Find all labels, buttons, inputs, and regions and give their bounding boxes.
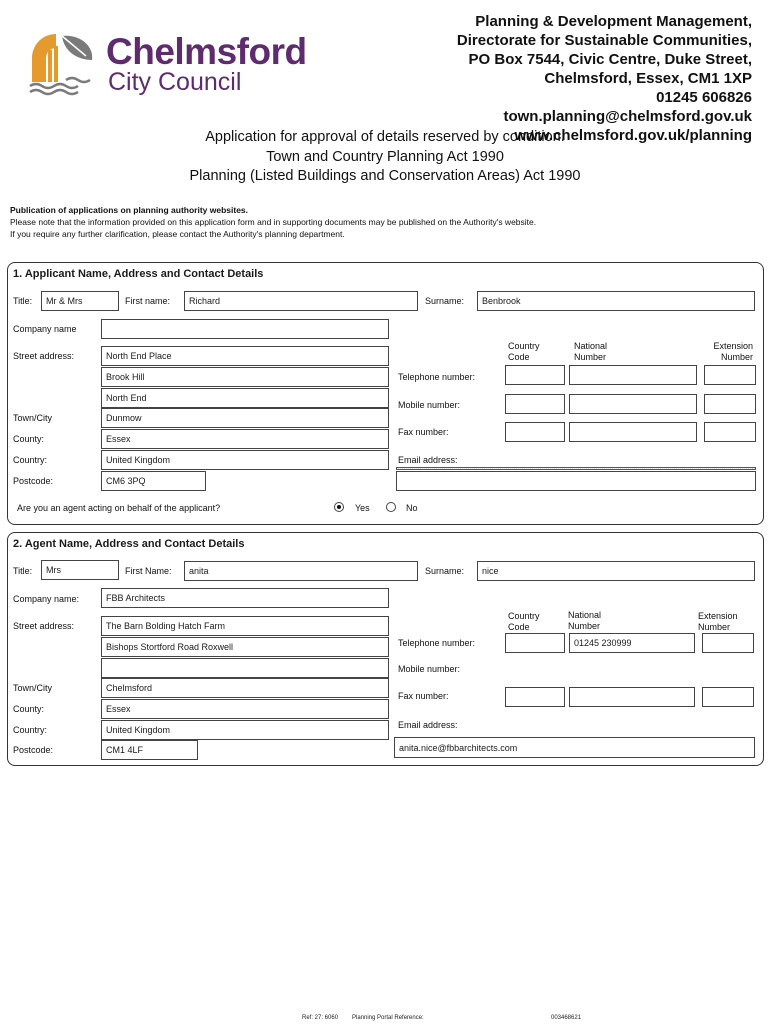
council-address — [457, 12, 752, 145]
agent-telephone-national-input[interactable]: 01245 230999 — [569, 633, 695, 653]
telephone-extension-input[interactable] — [704, 365, 756, 385]
label: Postcode: — [13, 476, 54, 486]
section-title: 2. Agent Name, Address and Contact Details — [13, 538, 245, 550]
label: Street address: — [13, 351, 75, 361]
label: Surname: — [425, 566, 465, 576]
agent-country-input[interactable]: United Kingdom — [101, 720, 389, 740]
address-line: Planning & Development Management, — [475, 13, 752, 30]
label: Street address: — [13, 621, 75, 631]
mobile-extension-input[interactable] — [704, 394, 756, 414]
email-input[interactable] — [396, 471, 756, 491]
yes-label: Yes — [355, 503, 370, 513]
street-line-3-input[interactable]: North End — [101, 388, 389, 408]
address-line: 01245 606826 — [656, 89, 752, 106]
agent-first-name-input[interactable]: anita — [184, 561, 418, 581]
label: Country: — [13, 455, 48, 465]
address-website: www.chelmsford.gov.uk/planning — [514, 127, 752, 144]
label: Mobile number: — [398, 400, 461, 410]
label: County: — [13, 434, 45, 444]
label: Fax number: — [398, 691, 449, 701]
label: Surname: — [425, 296, 465, 306]
telephone-national-input[interactable] — [569, 365, 697, 385]
label: Title: — [13, 296, 33, 306]
agent-street-line-2-input[interactable]: Bishops Stortford Road Roxwell — [101, 637, 389, 657]
label: Postcode: — [13, 745, 54, 755]
label: Telephone number: — [398, 638, 476, 648]
label: First Name: — [125, 566, 172, 576]
address-line: PO Box 7544, Civic Centre, Duke Street, — [468, 51, 752, 68]
agent-street-line-3-input[interactable] — [101, 658, 389, 678]
agent-street-line-1-input[interactable]: The Barn Bolding Hatch Farm — [101, 616, 389, 636]
mobile-national-input[interactable] — [569, 394, 697, 414]
fax-country-code-input[interactable] — [505, 422, 565, 442]
publication-heading: Publication of applications on planning authority websites. — [10, 205, 249, 215]
telephone-country-code-input[interactable] — [505, 365, 565, 385]
address-line: Chelmsford, Essex, CM1 1XP — [544, 70, 752, 87]
address-email: town.planning@chelmsford.gov.uk — [503, 108, 752, 125]
label: Title: — [13, 566, 33, 576]
first-name-input[interactable]: Richard — [184, 291, 418, 311]
mobile-country-code-input[interactable] — [505, 394, 565, 414]
street-line-2-input[interactable]: Brook Hill — [101, 367, 389, 387]
title-input[interactable]: Mr & Mrs — [41, 291, 119, 311]
agent-town-input[interactable]: Chelmsford — [101, 678, 389, 698]
label: Email address: — [398, 720, 458, 730]
agent-no-radio[interactable] — [386, 502, 396, 512]
label: Telephone number: — [398, 372, 476, 382]
agent-title-input[interactable]: Mrs — [41, 560, 119, 580]
publication-note: Please note that the information provided on this application form and in supporting documents may be published on the Authority's website. — [10, 217, 537, 227]
street-line-1-input[interactable]: North End Place — [101, 346, 389, 366]
postcode-input[interactable]: CM6 3PQ — [101, 471, 206, 491]
portal-reference-label: Planning Portal Reference: — [352, 1015, 424, 1021]
agent-company-input[interactable]: FBB Architects — [101, 588, 389, 608]
label: Town/City — [13, 413, 53, 423]
agent-surname-input[interactable]: nice — [477, 561, 755, 581]
logo — [26, 30, 316, 100]
national-number-header: National Number — [574, 341, 608, 362]
country-input[interactable]: United Kingdom — [101, 450, 389, 470]
agent-county-input[interactable]: Essex — [101, 699, 389, 719]
company-input[interactable] — [101, 319, 389, 339]
agent-telephone-country-code-input[interactable] — [505, 633, 565, 653]
label: Fax number: — [398, 427, 449, 437]
country-code-header: Country Code — [508, 611, 540, 632]
agent-fax-extension-input[interactable] — [702, 687, 754, 707]
section-title: 1. Applicant Name, Address and Contact Details — [13, 268, 264, 280]
agent-yes-radio[interactable] — [334, 502, 344, 512]
country-code-header: Country Code — [508, 341, 540, 362]
label: County: — [13, 704, 45, 714]
extension-header: Extension Number — [698, 611, 738, 632]
label: Country: — [13, 725, 48, 735]
label: Email address: — [398, 455, 458, 465]
logo-subtitle: City Council — [108, 68, 242, 96]
agent-postcode-input[interactable]: CM1 4LF — [101, 740, 198, 760]
portal-reference-value: 003468621 — [551, 1015, 582, 1021]
extension-header: Extension Number — [713, 341, 753, 362]
label: First name: — [125, 296, 171, 306]
agent-email-input[interactable]: anita.nice@fbbarchitects.com — [394, 737, 755, 758]
fax-extension-input[interactable] — [704, 422, 756, 442]
address-line: Directorate for Sustainable Communities, — [456, 32, 752, 49]
fax-national-input[interactable] — [569, 422, 697, 442]
publication-contact: If you require any further clarification, please contact the Authority's planning department. — [10, 229, 345, 239]
county-input[interactable]: Essex — [101, 429, 389, 449]
email-divider — [396, 467, 756, 470]
agent-fax-national-input[interactable] — [569, 687, 695, 707]
town-input[interactable]: Dunmow — [101, 408, 389, 428]
no-label: No — [406, 503, 418, 513]
radio-selected-dot — [337, 505, 341, 509]
act-title: Town and Country Planning Act 1990 — [266, 149, 504, 165]
form-title: Application for approval of details reserved by condition. — [205, 129, 565, 145]
council-emblem-icon — [26, 30, 98, 98]
national-number-header: National Number — [568, 610, 602, 631]
logo-name: Chelmsford — [106, 31, 307, 72]
label: Company name: — [13, 594, 80, 604]
label: Company name — [13, 324, 77, 334]
agent-question: Are you an agent acting on behalf of the applicant? — [17, 503, 221, 513]
label: Mobile number: — [398, 664, 461, 674]
label: Town/City — [13, 683, 53, 693]
surname-input[interactable]: Benbrook — [477, 291, 755, 311]
agent-fax-country-code-input[interactable] — [505, 687, 565, 707]
form-reference: Ref: 27: 6060 — [302, 1015, 339, 1021]
agent-telephone-extension-input[interactable] — [702, 633, 754, 653]
act-title-2: Planning (Listed Buildings and Conservation Areas) Act 1990 — [189, 168, 581, 184]
